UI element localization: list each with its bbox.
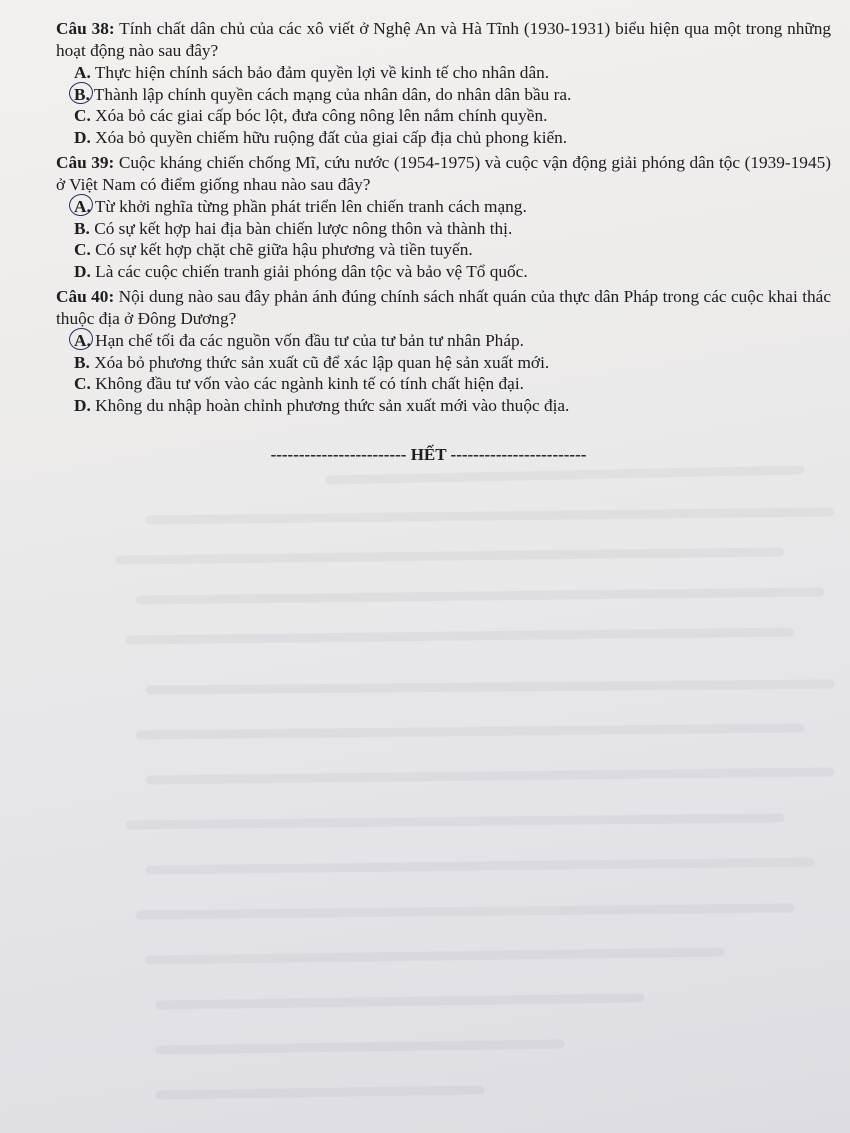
option-text: Hạn chế tối đa các nguồn vốn đầu tư của tư bản tư nhân Pháp. <box>95 331 524 350</box>
option-letter: B. <box>74 218 90 238</box>
option-text: Thực hiện chính sách bảo đảm quyền lợi về kinh tế cho nhân dân. <box>94 63 550 82</box>
question-38 <box>56 18 831 148</box>
option-text: Có sự kết hợp chặt chẽ giữa hậu phương và tiền tuyến. <box>95 240 473 259</box>
option-d <box>56 395 831 417</box>
option-a <box>56 62 831 84</box>
option-a <box>56 196 831 218</box>
option-c <box>56 373 831 395</box>
option-c <box>56 105 831 127</box>
option-b <box>56 352 831 374</box>
question-stem <box>56 152 831 196</box>
option-a <box>56 330 831 352</box>
question-39 <box>56 152 831 282</box>
option-text: Thành lập chính quyền cách mạng của nhân dân, do nhân dân bầu ra. <box>93 84 572 104</box>
option-b <box>56 218 831 240</box>
option-text: Có sự kết hợp hai địa bàn chiến lược nông thôn và thành thị. <box>94 218 513 238</box>
option-letter: C. <box>74 374 91 393</box>
option-text: Không du nhập hoàn chỉnh phương thức sản xuất mới vào thuộc địa. <box>95 395 570 415</box>
question-text: Cuộc kháng chiến chống Mĩ, cứu nước (1954-1975) và cuộc vận động giải phóng dân tộc (1939-1945) ở Việt Nam có điểm giống nhau nào sau đây? <box>56 153 831 194</box>
option-d <box>56 127 831 149</box>
question-text: Tính chất dân chủ của các xô viết ở Nghệ An và Hà Tĩnh (1930-1931) biểu hiện qua một trong những hoạt động nào sau đây? <box>56 19 832 60</box>
option-letter: C. <box>74 106 91 125</box>
option-letter: D. <box>74 127 91 147</box>
end-marker: ------------------------ HẾT ------------------------ <box>270 445 587 464</box>
question-number: Câu 38: <box>56 19 115 38</box>
option-text: Xóa bỏ phương thức sản xuất cũ để xác lập quan hệ sản xuất mới. <box>94 352 550 372</box>
option-letter-circled: B. <box>74 84 90 104</box>
option-letter: D. <box>74 395 91 415</box>
option-text: Từ khởi nghĩa từng phần phát triển lên chiến tranh cách mạng. <box>94 197 527 216</box>
question-40 <box>56 286 831 416</box>
option-letter: C. <box>74 240 91 259</box>
option-text: Không đầu tư vốn vào các ngành kinh tế có tính chất hiện đại. <box>95 374 524 393</box>
question-stem <box>56 286 831 330</box>
question-number: Câu 40: <box>56 287 115 306</box>
exam-page <box>56 18 831 420</box>
option-d <box>56 261 831 283</box>
option-c <box>56 239 831 261</box>
option-letter: B. <box>74 352 90 372</box>
question-text: Nội dung nào sau đây phản ánh đúng chính sách nhất quán của thực dân Pháp trong các cuộc khai thác thuộc địa ở Đông Dương? <box>56 287 831 328</box>
option-letter: A. <box>74 63 91 82</box>
question-stem <box>56 18 831 62</box>
option-letter-circled: A. <box>74 197 91 216</box>
option-text: Xóa bỏ các giai cấp bóc lột, đưa công nông lên nắm chính quyền. <box>95 106 548 125</box>
option-text: Là các cuộc chiến tranh giải phóng dân tộc và bảo vệ Tổ quốc. <box>95 261 528 281</box>
option-letter: D. <box>74 261 91 281</box>
option-text: Xóa bỏ quyền chiếm hữu ruộng đất của giai cấp địa chủ phong kiến. <box>95 127 568 147</box>
option-b <box>56 84 831 106</box>
question-number: Câu 39: <box>56 153 115 172</box>
option-letter-circled: A. <box>74 331 91 350</box>
